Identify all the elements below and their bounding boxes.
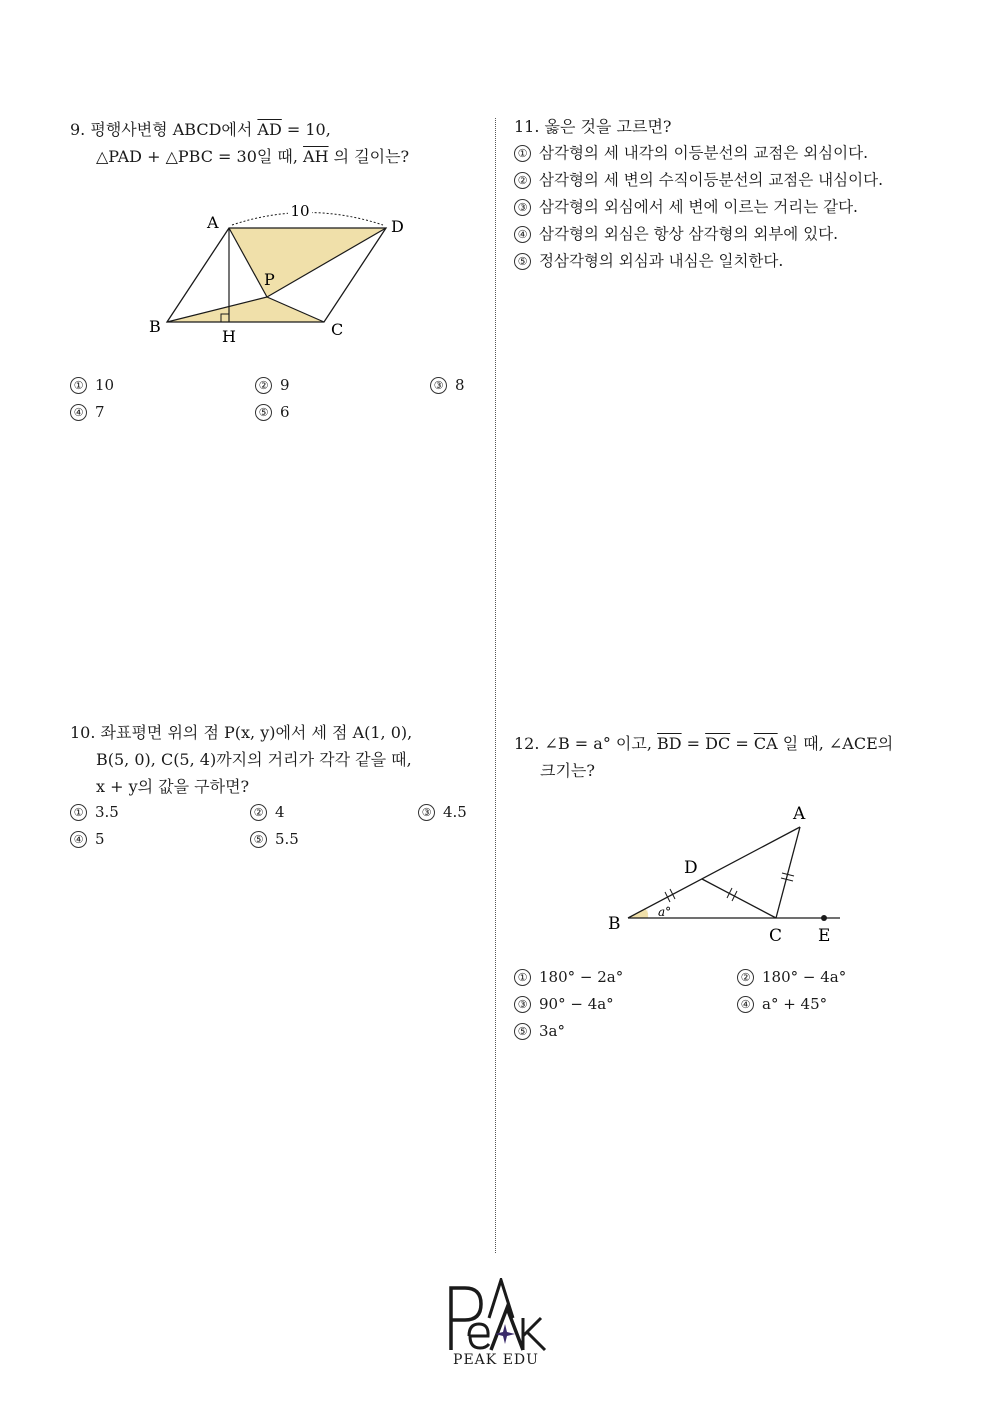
choice-4[interactable]: ④ 7	[70, 399, 105, 426]
choice-3[interactable]: ③ 90° − 4a°	[514, 991, 614, 1018]
label-10: 10	[290, 202, 310, 220]
question-12-choices	[514, 964, 954, 1049]
choice-5[interactable]: ⑤ 6	[255, 399, 290, 426]
question-11-title: 11. 옳은 것을 고르면?	[514, 117, 672, 136]
label-b: B	[608, 914, 621, 934]
question-12-line1: 12. ∠B = a° 이고, $\overline{BD} = \overline{DC} = \overline{CA}$ 일 때, ∠ACE의	[514, 734, 894, 753]
label-a: A	[793, 804, 806, 824]
question-9-line1: 9. 평행사변형 ABCD에서 $\overline{AD} = 10$,	[70, 120, 331, 139]
question-10-choices	[70, 799, 490, 859]
question-10-line1: 10. 좌표평면 위의 점 P(x, y)에서 세 점 A(1, 0),	[70, 723, 413, 742]
figure-triangle	[600, 800, 850, 950]
question-11	[514, 113, 954, 275]
figure-parallelogram	[140, 195, 420, 350]
question-9	[70, 116, 490, 170]
segment-ad: $\overline{AD}$	[257, 120, 282, 139]
question-number: 11.	[514, 117, 540, 136]
question-12-line2: 크기는?	[540, 761, 595, 780]
choice-5[interactable]: ⑤ 5.5	[250, 826, 299, 853]
question-number: 9.	[70, 120, 86, 139]
choice-1[interactable]: ① 3.5	[70, 799, 119, 826]
segment-ah: $\overline{AH}$	[303, 147, 329, 166]
choice-3[interactable]: ③ 4.5	[418, 799, 467, 826]
label-e: E	[818, 926, 831, 946]
label-a: A	[207, 213, 219, 232]
question-number: 12.	[514, 734, 540, 753]
statement-1[interactable]: ① 삼각형의 세 내각의 이등분선의 교점은 외심이다.	[514, 140, 954, 167]
choice-2[interactable]: ② 9	[255, 372, 290, 399]
label-d: D	[684, 858, 698, 878]
statement-4[interactable]: ④ 삼각형의 외심은 항상 삼각형의 외부에 있다.	[514, 221, 954, 248]
choice-4[interactable]: ④ a° + 45°	[737, 991, 827, 1018]
label-p: P	[264, 270, 275, 289]
choice-2[interactable]: ② 180° − 4a°	[737, 964, 846, 991]
choice-1[interactable]: ① 10	[70, 372, 114, 399]
label-c: C	[769, 926, 783, 946]
choice-4[interactable]: ④ 5	[70, 826, 105, 853]
question-10-line2: B(5, 0), C(5, 4)까지의 거리가 각각 같을 때,	[96, 750, 412, 769]
segment-ca: $\overline{CA}$	[753, 734, 778, 753]
question-number: 10.	[70, 723, 96, 742]
statement-2[interactable]: ② 삼각형의 세 변의 수직이등분선의 교점은 내심이다.	[514, 167, 954, 194]
statement-5[interactable]: ⑤ 정삼각형의 외심과 내심은 일치한다.	[514, 248, 954, 275]
question-10	[70, 719, 490, 800]
question-10-line3: x + y의 값을 구하면?	[96, 777, 250, 796]
choice-1[interactable]: ① 180° − 2a°	[514, 964, 623, 991]
segment-dc: $\overline{DC}$	[705, 734, 731, 753]
statement-3[interactable]: ③ 삼각형의 외심에서 세 변에 이르는 거리는 같다.	[514, 194, 954, 221]
choice-3[interactable]: ③ 8	[430, 372, 465, 399]
logo-text: PEAK EDU	[453, 1352, 539, 1368]
label-c: C	[331, 320, 344, 339]
label-b: B	[149, 317, 161, 336]
choice-2[interactable]: ② 4	[250, 799, 285, 826]
question-9-choices	[70, 372, 490, 432]
choice-5[interactable]: ⑤ 3a°	[514, 1018, 565, 1045]
segment-bd: $\overline{BD}$	[657, 734, 682, 753]
label-angle-a: a°	[658, 905, 672, 919]
question-12	[514, 730, 954, 784]
question-9-line2: △PAD + △PBC = 30일 때, $\overline{AH}$ 의 길이는?	[96, 147, 410, 166]
column-divider	[495, 118, 496, 1253]
label-h: H	[222, 327, 236, 346]
label-d: D	[391, 217, 404, 236]
